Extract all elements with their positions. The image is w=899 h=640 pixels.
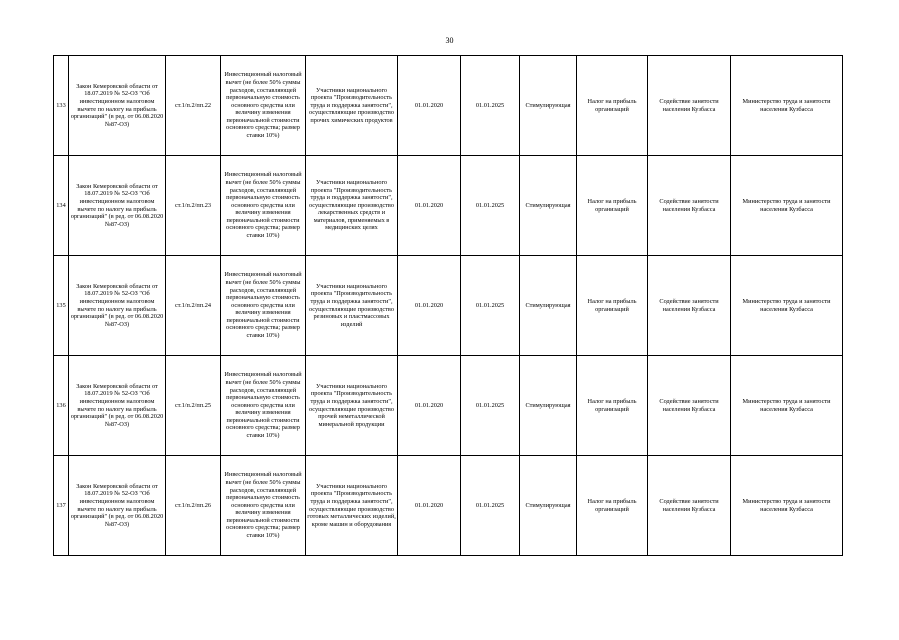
tax-name: Налог на прибыль организаций: [577, 256, 648, 356]
table-row: [54, 456, 843, 556]
row-number: 135: [54, 256, 69, 356]
start-date: 01.01.2020: [398, 256, 461, 356]
table-row: [54, 56, 843, 156]
benefit-description: Инвестиционный налоговый вычет (не более 50% суммы расходов, составляющей первоначальную стоимость основного средства или величину изменения первоначальной стоимости основного средства; размер ставки 10%): [221, 56, 306, 156]
article-reference: ст.1/п.2/пп.26: [166, 456, 221, 556]
law-reference: Закон Кемеровской области от 18.07.2019 № 52-ОЗ "Об инвестиционном налоговом вычете по налогу на прибыль организаций" (в ред. от 06.08.2020 №87-ОЗ): [69, 356, 166, 456]
table-row: [54, 156, 843, 256]
curator: Министерство труда и занятости населения Кузбасса: [731, 56, 843, 156]
recipients-category: Участники национального проекта "Производительность труда и поддержка занятости", осуществляющие производство резиновых и пластмассовых изделий: [306, 256, 398, 356]
article-reference: ст.1/п.2/пп.24: [166, 256, 221, 356]
end-date: 01.01.2025: [461, 56, 520, 156]
start-date: 01.01.2020: [398, 156, 461, 256]
tax-benefits-table: [53, 55, 843, 556]
benefit-goal: Содействие занятости населения Кузбасса: [648, 256, 731, 356]
benefit-goal: Содействие занятости населения Кузбасса: [648, 156, 731, 256]
curator: Министерство труда и занятости населения Кузбасса: [731, 456, 843, 556]
page-number: 30: [445, 36, 454, 45]
tax-name: Налог на прибыль организаций: [577, 56, 648, 156]
law-reference: Закон Кемеровской области от 18.07.2019 № 52-ОЗ "Об инвестиционном налоговом вычете по налогу на прибыль организаций" (в ред. от 06.08.2020 №87-ОЗ): [69, 156, 166, 256]
law-reference: Закон Кемеровской области от 18.07.2019 № 52-ОЗ "Об инвестиционном налоговом вычете по налогу на прибыль организаций" (в ред. от 06.08.2020 №87-ОЗ): [69, 456, 166, 556]
end-date: 01.01.2025: [461, 456, 520, 556]
row-number: 136: [54, 356, 69, 456]
benefit-type: Стимулирующая: [520, 456, 577, 556]
recipients-category: Участники национального проекта "Производительность труда и поддержка занятости", осуществляющие производство готовых металлических изделий, кроме машин и оборудования: [306, 456, 398, 556]
benefit-type: Стимулирующая: [520, 356, 577, 456]
benefit-type: Стимулирующая: [520, 56, 577, 156]
start-date: 01.01.2020: [398, 456, 461, 556]
recipients-category: Участники национального проекта "Производительность труда и поддержка занятости", осуществляющие производство прочей неметаллической минеральной продукции: [306, 356, 398, 456]
benefit-goal: Содействие занятости населения Кузбасса: [648, 56, 731, 156]
start-date: 01.01.2020: [398, 56, 461, 156]
benefit-description: Инвестиционный налоговый вычет (не более 50% суммы расходов, составляющей первоначальную стоимость основного средства или величину изменения первоначальной стоимости основного средства; размер ставки 10%): [221, 156, 306, 256]
article-reference: ст.1/п.2/пп.22: [166, 56, 221, 156]
table-row: [54, 256, 843, 356]
article-reference: ст.1/п.2/пп.25: [166, 356, 221, 456]
benefit-description: Инвестиционный налоговый вычет (не более 50% суммы расходов, составляющей первоначальную стоимость основного средства или величину изменения первоначальной стоимости основного средства; размер ставки 10%): [221, 456, 306, 556]
law-reference: Закон Кемеровской области от 18.07.2019 № 52-ОЗ "Об инвестиционном налоговом вычете по налогу на прибыль организаций" (в ред. от 06.08.2020 №87-ОЗ): [69, 256, 166, 356]
law-reference: Закон Кемеровской области от 18.07.2019 № 52-ОЗ "Об инвестиционном налоговом вычете по налогу на прибыль организаций" (в ред. от 06.08.2020 №87-ОЗ): [69, 56, 166, 156]
curator: Министерство труда и занятости населения Кузбасса: [731, 156, 843, 256]
benefit-goal: Содействие занятости населения Кузбасса: [648, 456, 731, 556]
tax-name: Налог на прибыль организаций: [577, 356, 648, 456]
row-number: 133: [54, 56, 69, 156]
curator: Министерство труда и занятости населения Кузбасса: [731, 256, 843, 356]
benefit-type: Стимулирующая: [520, 256, 577, 356]
curator: Министерство труда и занятости населения Кузбасса: [731, 356, 843, 456]
recipients-category: Участники национального проекта "Производительность труда и поддержка занятости", осуществляющие производство прочих химических продуктов: [306, 56, 398, 156]
row-number: 134: [54, 156, 69, 256]
start-date: 01.01.2020: [398, 356, 461, 456]
benefit-type: Стимулирующая: [520, 156, 577, 256]
end-date: 01.01.2025: [461, 356, 520, 456]
benefit-description: Инвестиционный налоговый вычет (не более 50% суммы расходов, составляющей первоначальную стоимость основного средства или величину изменения первоначальной стоимости основного средства; размер ставки 10%): [221, 356, 306, 456]
tax-name: Налог на прибыль организаций: [577, 156, 648, 256]
table-row: [54, 356, 843, 456]
end-date: 01.01.2025: [461, 256, 520, 356]
row-number: 137: [54, 456, 69, 556]
benefit-description: Инвестиционный налоговый вычет (не более 50% суммы расходов, составляющей первоначальную стоимость основного средства или величину изменения первоначальной стоимости основного средства; размер ставки 10%): [221, 256, 306, 356]
end-date: 01.01.2025: [461, 156, 520, 256]
benefit-goal: Содействие занятости населения Кузбасса: [648, 356, 731, 456]
article-reference: ст.1/п.2/пп.23: [166, 156, 221, 256]
recipients-category: Участники национального проекта "Производительность труда и поддержка занятости", осуществляющие производство лекарственных средств и материалов, применяемых в медицинских целях: [306, 156, 398, 256]
tax-name: Налог на прибыль организаций: [577, 456, 648, 556]
